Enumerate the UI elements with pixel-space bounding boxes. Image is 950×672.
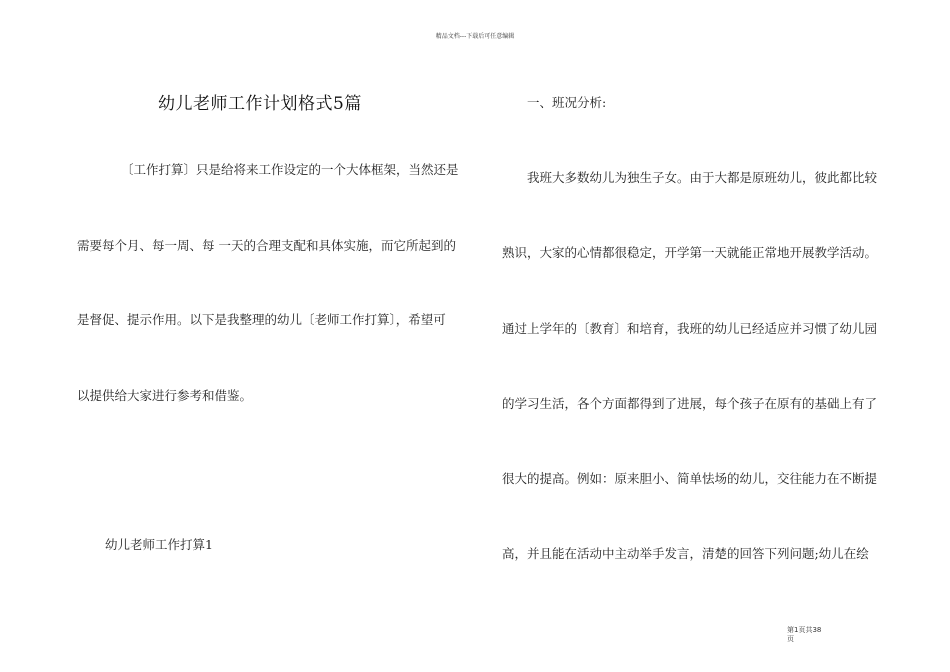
body-line-5: 很大的提高。例如：原来胆小、简单怯场的幼儿，交往能力在不断提 — [502, 471, 878, 486]
page-number: 第1页共38 — [787, 626, 822, 634]
body-line-3: 通过上学年的〔教育〕和培育，我班的幼儿已经适应并习惯了幼儿园 — [502, 321, 878, 336]
body-line-2: 熟识，大家的心情都很稳定，开学第一天就能正常地开展教学活动。 — [502, 245, 878, 260]
body-line-6: 高，并且能在活动中主动举手发言，清楚的回答下列问题;幼儿在绘 — [502, 546, 869, 561]
document-title: 幼儿老师工作计划格式5篇 — [158, 94, 362, 114]
body-line-1: 我班大多数幼儿为独生子女。由于大都是原班幼儿，彼此都比较 — [527, 170, 878, 185]
intro-line-4: 以提供给大家进行参考和借鉴。 — [77, 388, 253, 403]
section-heading: 一、班况分析: — [527, 95, 607, 110]
page-footer — [787, 626, 821, 644]
body-line-4: 的学习生活，各个方面都得到了进展，每个孩子在原有的基础上有了 — [502, 396, 878, 411]
plan-subheading: 幼儿老师工作打算1 — [105, 537, 213, 552]
intro-line-3: 是督促、提示作用。以下是我整理的幼儿〔老师工作打算〕，希望可 — [77, 312, 446, 327]
intro-line-2: 需要每个月、每一周、每 一天的合理支配和具体实施，而它所起到的 — [77, 238, 456, 253]
page-header: 精品文档---下载后可任意编辑 — [435, 33, 515, 40]
intro-line-1: 〔工作打算〕只是给将来工作设定的一个大体框架，当然还是 — [121, 162, 459, 177]
page-number-suffix: 页 — [787, 635, 794, 643]
